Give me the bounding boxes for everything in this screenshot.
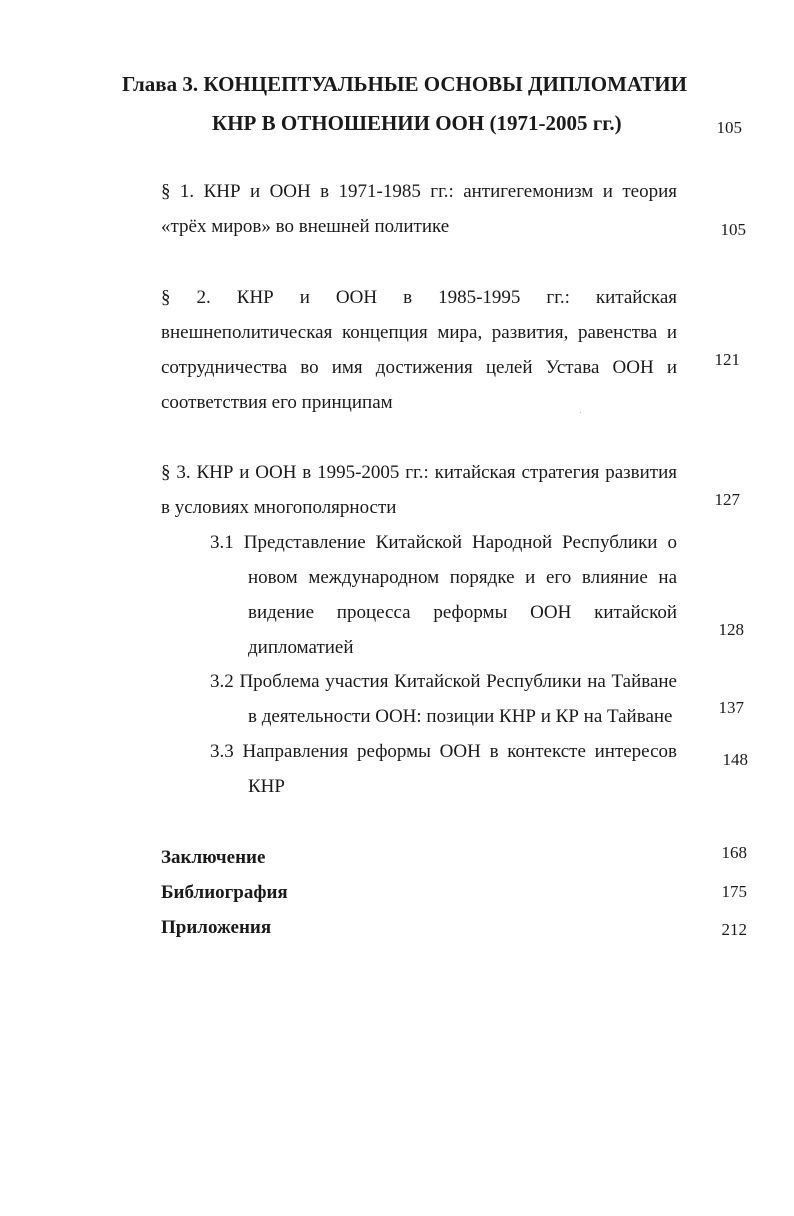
- subsection-3-1-line-1: 3.1 Представление Китайской Народной Республики о: [210, 532, 677, 553]
- section-1-line-1: § 1. КНР и ООН в 1971-1985 гг.: антигегемонизм и теория: [161, 181, 677, 202]
- section-3-line-1: § 3. КНР и ООН в 1995-2005 гг.: китайская стратегия развития: [161, 462, 677, 483]
- endmatter-conclusion-page: 168: [721, 843, 747, 862]
- subsection-3-3-line-2: КНР: [248, 776, 285, 797]
- endmatter-bibliography: Библиография: [161, 882, 288, 903]
- section-3-page-number: 127: [714, 490, 740, 509]
- chapter-title-line-2: КНР В ОТНОШЕНИИ ООН (1971-2005 гг.): [212, 111, 622, 135]
- subsection-3-1-line-2: новом международном порядке и его влияние на: [248, 567, 677, 588]
- subsection-3-1-line-3: видение процесса реформы ООН китайской: [248, 602, 677, 623]
- section-3-line-2: в условиях многополярности: [161, 497, 397, 518]
- scan-speck: [580, 412, 581, 413]
- endmatter-appendices-page: 212: [721, 920, 747, 939]
- section-2-line-1: § 2. КНР и ООН в 1985-1995 гг.: китайская: [161, 287, 677, 308]
- toc-section-1: [161, 174, 677, 244]
- section-2-page-number: 121: [714, 350, 740, 369]
- toc-section-3: [161, 455, 677, 525]
- section-1-line-2: «трёх миров» во внешней политике: [161, 216, 450, 237]
- endmatter-bibliography-page: 175: [721, 882, 747, 901]
- chapter-title-line-1: Глава 3. КОНЦЕПТУАЛЬНЫЕ ОСНОВЫ ДИПЛОМАТИИ: [122, 72, 687, 96]
- subsection-3-3-line-1: 3.3 Направления реформы ООН в контексте интересов: [210, 741, 677, 762]
- endmatter-conclusion: Заключение: [161, 847, 266, 868]
- subsection-3-3-page-number: 148: [722, 750, 748, 769]
- toc-subsection-3-3: [210, 734, 677, 804]
- endmatter-appendices: Приложения: [161, 917, 272, 938]
- subsection-3-1-line-4: дипломатией: [248, 637, 354, 658]
- section-1-page-number: 105: [720, 220, 746, 239]
- section-2-line-4: соответствия его принципам: [161, 392, 393, 413]
- subsection-3-1-page-number: 128: [718, 620, 744, 639]
- subsection-3-2-line-2: в деятельности ООН: позиции КНР и КР на Тайване: [248, 706, 673, 727]
- toc-subsection-3-2: [210, 664, 677, 734]
- chapter-page-number: 105: [716, 118, 742, 137]
- section-2-line-3: сотрудничества во имя достижения целей Устава ООН и: [161, 357, 677, 378]
- subsection-3-2-line-1: 3.2 Проблема участия Китайской Республики на Тайване: [210, 671, 677, 692]
- toc-subsection-3-1: [210, 525, 677, 665]
- toc-section-2: [161, 280, 677, 420]
- section-2-line-2: внешнеполитическая концепция мира, развития, равенства и: [161, 322, 677, 343]
- subsection-3-2-page-number: 137: [718, 698, 744, 717]
